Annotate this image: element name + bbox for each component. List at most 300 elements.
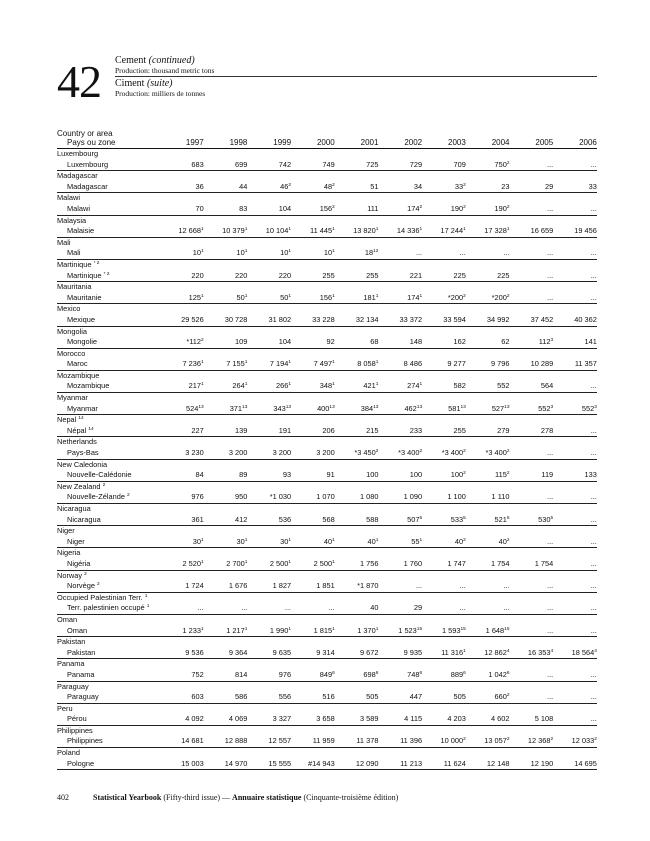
country-name-en: Malaysia bbox=[57, 215, 87, 225]
footnote-marker: 1 bbox=[244, 626, 248, 632]
country-name-en: Malawi bbox=[57, 193, 80, 203]
country-name-fr: Pays-Bas bbox=[67, 448, 99, 458]
value-cell: $181^1$ bbox=[363, 292, 379, 302]
country-name-en: Morocco bbox=[57, 348, 86, 358]
country-name-fr: Paraguay bbox=[67, 692, 99, 702]
footnote-marker: 1 bbox=[375, 537, 379, 543]
value-cell: 814 bbox=[235, 669, 248, 679]
country-name-en: Mauritania bbox=[57, 282, 92, 292]
value-cell: 100 bbox=[366, 470, 379, 480]
value-cell: ... bbox=[590, 625, 597, 635]
value-cell: 1 $648^{15}$ bbox=[485, 625, 510, 635]
value-cell: ... bbox=[547, 669, 554, 679]
value-cell: $10^1$ bbox=[236, 248, 248, 258]
country-name-en: Madagascar bbox=[57, 171, 98, 181]
country-name-fr: Mali bbox=[67, 248, 81, 258]
value-cell: 11 624 bbox=[443, 758, 466, 768]
data-table bbox=[57, 129, 597, 770]
country-name-fr: Luxembourg bbox=[67, 159, 109, 169]
value-cell: 17 $244^1$ bbox=[440, 226, 466, 236]
value-cell: 119 bbox=[541, 470, 554, 480]
year-header: 2004 bbox=[491, 138, 510, 147]
value-cell: 699 bbox=[235, 159, 248, 169]
value-cell: 255 bbox=[366, 270, 379, 280]
value-cell: 12 090 bbox=[355, 758, 379, 768]
footnote-marker: 13 bbox=[285, 404, 292, 410]
value-cell: 9 635 bbox=[272, 647, 292, 657]
value-cell: 8 $058^1$ bbox=[357, 359, 379, 369]
footnote-marker: 1 bbox=[288, 382, 292, 388]
value-cell: ... bbox=[590, 492, 597, 502]
value-cell: $533^5$ bbox=[450, 514, 466, 524]
value-cell: ... bbox=[590, 558, 597, 568]
table-header bbox=[57, 55, 597, 105]
value-cell: $660^2$ bbox=[494, 692, 510, 702]
value-cell: $100^2$ bbox=[450, 470, 466, 480]
table-row bbox=[57, 704, 597, 726]
value-cell: 7 $194^1$ bbox=[269, 359, 292, 369]
footnote-marker: 1 bbox=[244, 227, 248, 233]
footnote-marker: 2 bbox=[288, 182, 292, 188]
footnote-marker: 2 bbox=[463, 204, 466, 210]
value-cell: 44 bbox=[239, 181, 248, 191]
country-name-fr: Madagascar bbox=[67, 181, 108, 191]
value-cell: 34 bbox=[413, 181, 423, 191]
footnote-marker: 2 bbox=[97, 582, 100, 588]
value-cell: 552 bbox=[497, 381, 510, 391]
value-cell: 3 658 bbox=[316, 714, 335, 724]
table-row bbox=[57, 748, 597, 770]
footnote-marker: 1 bbox=[375, 227, 379, 233]
value-cell: $46^2$ bbox=[280, 181, 292, 191]
value-cell: 12 $862^4$ bbox=[484, 647, 510, 657]
footnote-marker: 2 bbox=[419, 204, 423, 210]
value-cell: $174^1$ bbox=[407, 292, 423, 302]
footnote-marker: 3 bbox=[550, 404, 554, 410]
value-cell: $33^2$ bbox=[454, 181, 466, 191]
country-name-en: Nigeria bbox=[57, 548, 81, 558]
value-cell: 279 bbox=[497, 425, 510, 435]
value-cell: 8 486 bbox=[403, 359, 423, 369]
value-cell: 516 bbox=[322, 692, 335, 702]
value-cell: $400^{13}$ bbox=[317, 403, 335, 413]
value-cell: ... bbox=[547, 292, 554, 302]
value-cell: 40 bbox=[370, 603, 379, 613]
value-cell: 220 bbox=[278, 270, 292, 280]
table-row bbox=[57, 327, 597, 349]
subtitle-fr: Production: milliers de tonnes bbox=[115, 89, 206, 98]
year-header: 2001 bbox=[360, 138, 379, 147]
year-header: 1998 bbox=[229, 138, 248, 147]
footnote-marker: 1 bbox=[332, 293, 335, 299]
value-cell: ... bbox=[590, 248, 597, 258]
value-cell: ... bbox=[459, 248, 466, 258]
value-cell: 148 bbox=[409, 337, 423, 347]
table-row bbox=[57, 482, 597, 504]
value-cell: 33 372 bbox=[399, 314, 423, 324]
footnote-marker: 2 bbox=[506, 693, 510, 699]
value-cell: *1 030 bbox=[269, 492, 292, 502]
value-cell: ... bbox=[547, 448, 554, 458]
value-cell: 227 bbox=[191, 425, 204, 435]
table-row bbox=[57, 526, 597, 548]
table-row bbox=[57, 371, 597, 393]
footnote-marker: 15 bbox=[416, 626, 423, 632]
value-cell: 568 bbox=[322, 514, 335, 524]
footnote-marker: 1 bbox=[244, 293, 248, 299]
value-cell: $156^2$ bbox=[319, 203, 335, 213]
value-cell: 191 bbox=[278, 425, 292, 435]
value-cell: 11 959 bbox=[312, 736, 335, 746]
value-cell: ... bbox=[590, 203, 597, 213]
value-cell: 1 754 bbox=[534, 558, 554, 568]
country-name-en: Nepal $^{14}$ bbox=[57, 415, 84, 425]
column-header-en: Country or area bbox=[57, 129, 113, 138]
table-row bbox=[57, 593, 597, 615]
value-cell: 19 456 bbox=[574, 226, 597, 236]
value-cell: ... bbox=[547, 203, 554, 213]
footnote-marker: 6 bbox=[506, 670, 510, 676]
country-name-fr: Philippines bbox=[67, 736, 103, 746]
country-name-fr: Nigéria bbox=[67, 558, 91, 568]
value-cell: 412 bbox=[235, 514, 248, 524]
country-name-en: Nicaragua bbox=[57, 504, 91, 513]
country-name-en: Martinique $^{* 2}$ bbox=[57, 259, 100, 269]
footnote-marker: 14 bbox=[88, 426, 94, 432]
footnote-marker: 1 bbox=[244, 537, 248, 543]
value-cell: 1 $370^1$ bbox=[357, 625, 379, 635]
title-fr: Ciment (suite) bbox=[115, 78, 173, 89]
value-cell: 12 148 bbox=[486, 758, 510, 768]
value-cell: 1 080 bbox=[359, 492, 379, 502]
footnote-marker: 5 bbox=[550, 515, 554, 521]
footnote-marker: 1 bbox=[332, 559, 335, 565]
value-cell: 752 bbox=[191, 669, 204, 679]
footnote-marker: 1 bbox=[201, 559, 204, 565]
country-name-fr: Malaisie bbox=[67, 226, 95, 236]
footnote-marker: 1 bbox=[244, 559, 248, 565]
footnote-marker: 2 bbox=[419, 449, 423, 455]
footnote-marker: 1 bbox=[506, 227, 510, 233]
value-cell: ... bbox=[547, 492, 554, 502]
value-cell: 9 277 bbox=[447, 359, 466, 369]
table-row bbox=[57, 393, 597, 415]
value-cell: 536 bbox=[278, 514, 292, 524]
value-cell: $115^2$ bbox=[495, 470, 510, 480]
footnote-marker: 2 bbox=[506, 449, 510, 455]
table-row bbox=[57, 637, 597, 659]
value-cell: ... bbox=[590, 714, 597, 724]
country-name-en: Myanmar bbox=[57, 393, 88, 403]
value-cell: $748^6$ bbox=[407, 669, 423, 679]
value-cell: 7 $155^1$ bbox=[226, 359, 248, 369]
footnote-marker: 1 bbox=[201, 227, 204, 233]
footnote-marker: 1 bbox=[146, 604, 150, 610]
value-cell: 13 $057^2$ bbox=[484, 736, 510, 746]
footnote-marker: 6 bbox=[419, 670, 423, 676]
country-name-en: Panama bbox=[57, 659, 85, 669]
footnote-marker: 1 bbox=[201, 626, 204, 632]
country-name-fr: Mozambique bbox=[67, 381, 110, 391]
value-cell: 16 659 bbox=[530, 226, 554, 236]
footnote-marker: 1 bbox=[419, 382, 423, 388]
value-cell: 33 228 bbox=[312, 314, 335, 324]
value-cell: 1 724 bbox=[185, 581, 204, 591]
value-cell: $112^3$ bbox=[538, 337, 554, 347]
table-row bbox=[57, 504, 597, 526]
value-cell: 9 364 bbox=[228, 647, 248, 657]
footnote-marker: 1 bbox=[288, 360, 292, 366]
country-name-en: Netherlands bbox=[57, 437, 97, 447]
value-cell: $190^2$ bbox=[450, 203, 466, 213]
value-cell: 220 bbox=[191, 270, 204, 280]
value-cell: $10^1$ bbox=[192, 248, 204, 258]
value-cell: 18 $564^4$ bbox=[571, 647, 597, 657]
value-cell: 9 935 bbox=[403, 647, 423, 657]
value-cell: 5 108 bbox=[534, 714, 554, 724]
value-cell: 749 bbox=[322, 159, 335, 169]
footnote-marker: 2 bbox=[463, 293, 466, 299]
table-row bbox=[57, 682, 597, 704]
value-cell: 11 378 bbox=[356, 736, 379, 746]
country-name-en: Philippines bbox=[57, 725, 93, 735]
country-name-fr: Nicaragua bbox=[67, 514, 101, 524]
value-cell: 7 $497^1$ bbox=[313, 359, 335, 369]
footnote-marker: 2 bbox=[463, 537, 466, 543]
value-cell: 162 bbox=[453, 337, 466, 347]
value-cell: 9 796 bbox=[491, 359, 510, 369]
country-name-fr: Terr. palestinien occupé $^1$ bbox=[67, 603, 150, 613]
value-cell: 1 110 bbox=[491, 492, 510, 502]
footnote-marker: 1 bbox=[375, 382, 379, 388]
title-divider bbox=[115, 76, 597, 77]
value-cell: ... bbox=[284, 603, 292, 613]
table-row bbox=[57, 548, 597, 570]
value-cell: 221 bbox=[409, 270, 423, 280]
value-cell: 14 $336^1$ bbox=[396, 226, 423, 236]
footnote-marker: 6 bbox=[332, 670, 335, 676]
country-name-fr: Mauritanie bbox=[67, 292, 102, 302]
value-cell: 1 090 bbox=[403, 492, 423, 502]
footnote-marker: 2 bbox=[463, 471, 466, 477]
footnote-marker: 1 bbox=[332, 249, 335, 255]
footnote-marker: 5 bbox=[463, 515, 466, 521]
footnote-marker: 1 bbox=[244, 382, 248, 388]
country-name-en: Oman bbox=[57, 614, 78, 624]
value-cell: ... bbox=[459, 603, 466, 613]
value-cell: 564 bbox=[540, 381, 554, 391]
value-cell: 139 bbox=[235, 425, 248, 435]
footnote-marker: 13 bbox=[329, 404, 335, 410]
value-cell: 3 230 bbox=[185, 448, 204, 458]
value-cell: 3 200 bbox=[228, 448, 248, 458]
country-name-en: New Zealand $^2$ bbox=[57, 481, 106, 491]
value-cell: 225 bbox=[453, 270, 466, 280]
country-name-fr: Martinique $^{* 2}$ bbox=[67, 270, 110, 280]
table-row bbox=[57, 415, 597, 437]
footnote-marker: 1 bbox=[288, 559, 292, 565]
footnote-marker: 1 bbox=[463, 227, 466, 233]
footnote-marker: 1 bbox=[244, 360, 248, 366]
country-name-fr: Pologne bbox=[67, 758, 95, 768]
footnote-marker: 1 bbox=[332, 537, 335, 543]
footnote-marker: 13 bbox=[373, 404, 379, 410]
value-cell: $40^1$ bbox=[367, 536, 379, 546]
footnote-marker: 1 bbox=[419, 227, 423, 233]
value-cell: $521^5$ bbox=[494, 514, 510, 524]
footnote-marker: 1 bbox=[201, 360, 204, 366]
value-cell: $*200^2$ bbox=[491, 292, 510, 302]
value-cell: 2 $700^1$ bbox=[226, 558, 248, 568]
value-cell: 11 $445^1$ bbox=[310, 226, 335, 236]
value-cell: ... bbox=[590, 270, 597, 280]
footnote-marker: 6 bbox=[463, 670, 466, 676]
value-cell: ... bbox=[503, 248, 510, 258]
value-cell: ... bbox=[547, 581, 554, 591]
value-cell: ... bbox=[547, 159, 554, 169]
value-cell: ... bbox=[547, 536, 554, 546]
footnote-marker: 2 bbox=[127, 493, 130, 499]
year-header: 2005 bbox=[535, 138, 554, 147]
footnote-marker: 2 bbox=[506, 160, 510, 166]
table-row bbox=[57, 659, 597, 681]
value-cell: ... bbox=[547, 270, 554, 280]
footnote-marker: 2 bbox=[375, 449, 379, 455]
country-name-en: Norway $^2$ bbox=[57, 570, 87, 580]
column-header-row bbox=[57, 138, 597, 149]
footnote-marker: 1 bbox=[332, 382, 335, 388]
value-cell: 36 bbox=[195, 181, 204, 191]
value-cell: 206 bbox=[322, 425, 335, 435]
footnote-marker: 1 bbox=[332, 227, 335, 233]
footnote-marker: 5 bbox=[419, 515, 423, 521]
value-cell: 10 $379^1$ bbox=[222, 226, 248, 236]
value-cell: 3 327 bbox=[272, 714, 292, 724]
value-cell: ... bbox=[590, 292, 597, 302]
footnote-marker: 1 bbox=[288, 626, 292, 632]
country-name-fr: Niger bbox=[67, 536, 85, 546]
value-cell: $40^1$ bbox=[323, 536, 335, 546]
value-cell: 133 bbox=[584, 470, 597, 480]
footnote-marker: 1 bbox=[332, 626, 335, 632]
table-number: 42 bbox=[57, 56, 101, 107]
value-cell: 709 bbox=[453, 159, 466, 169]
value-cell: $30^1$ bbox=[280, 536, 292, 546]
value-cell: 11 213 bbox=[400, 758, 423, 768]
footnote-marker: 1 bbox=[201, 249, 204, 255]
table-row bbox=[57, 349, 597, 371]
value-cell: 1 $593^{15}$ bbox=[441, 625, 466, 635]
footnote-marker: 15 bbox=[460, 626, 466, 632]
value-cell: 14 681 bbox=[181, 736, 204, 746]
value-cell: 15 555 bbox=[268, 758, 292, 768]
country-name-fr: Maroc bbox=[67, 359, 88, 369]
footnote-marker: 2 bbox=[506, 737, 510, 743]
footnote-marker: 1 bbox=[201, 537, 204, 543]
value-cell: ... bbox=[328, 603, 335, 613]
value-cell: ... bbox=[590, 448, 597, 458]
value-cell: 4 602 bbox=[491, 714, 510, 724]
footer-issue-en: (Fifty-third issue) — bbox=[161, 793, 233, 802]
value-cell: 104 bbox=[278, 203, 292, 213]
value-cell: 62 bbox=[501, 337, 510, 347]
table-row bbox=[57, 615, 597, 637]
page-number: 402 bbox=[57, 793, 69, 802]
country-name-fr: Népal $^{14}$ bbox=[67, 425, 94, 435]
value-cell: 31 802 bbox=[268, 314, 292, 324]
footnote-marker: * 2 bbox=[103, 271, 110, 277]
table-row bbox=[57, 193, 597, 215]
country-name-fr: Panama bbox=[67, 669, 95, 679]
footnote-marker: 1 bbox=[419, 293, 423, 299]
value-cell: $40^2$ bbox=[498, 536, 510, 546]
footnote-marker: 1 bbox=[375, 293, 379, 299]
value-cell: 2 $500^1$ bbox=[269, 558, 292, 568]
value-cell: 505 bbox=[366, 692, 379, 702]
footnote-marker: 1 bbox=[201, 382, 204, 388]
footnote-marker: 13 bbox=[504, 404, 510, 410]
year-header: 1999 bbox=[273, 138, 292, 147]
year-header: 2000 bbox=[316, 138, 335, 147]
footnote-marker: 12 bbox=[373, 249, 379, 255]
value-cell: $264^1$ bbox=[232, 381, 248, 391]
footnote-marker: 1 bbox=[288, 227, 292, 233]
value-cell: ... bbox=[547, 692, 554, 702]
value-cell: ... bbox=[241, 603, 248, 613]
footnote-marker: 13 bbox=[198, 404, 204, 410]
value-cell: 92 bbox=[326, 337, 335, 347]
value-cell: 12 $368^2$ bbox=[527, 736, 554, 746]
value-cell: 11 396 bbox=[400, 736, 423, 746]
value-cell: 3 200 bbox=[272, 448, 292, 458]
value-cell: $348^1$ bbox=[319, 381, 335, 391]
footnote-marker: 2 bbox=[84, 571, 87, 577]
value-cell: $849^6$ bbox=[319, 669, 335, 679]
footnote-marker: 5 bbox=[506, 515, 510, 521]
value-cell: 1 754 bbox=[491, 558, 510, 568]
footnote-marker: 1 bbox=[332, 360, 335, 366]
value-cell: ... bbox=[590, 603, 597, 613]
value-cell: ... bbox=[590, 669, 597, 679]
value-cell: 12 190 bbox=[530, 758, 554, 768]
value-cell: 104 bbox=[278, 337, 292, 347]
country-name-en: Occupied Palestinian Terr. $^1$ bbox=[57, 592, 148, 602]
value-cell: $266^1$ bbox=[276, 381, 292, 391]
footnote-marker: 2 bbox=[594, 737, 597, 743]
footnote-marker: 13 bbox=[242, 404, 248, 410]
value-cell: 12 888 bbox=[224, 736, 248, 746]
value-cell: $*200^2$ bbox=[447, 292, 466, 302]
value-cell: $125^1$ bbox=[188, 292, 204, 302]
value-cell: 278 bbox=[540, 425, 554, 435]
footnote-marker: 2 bbox=[201, 338, 204, 344]
value-cell: ... bbox=[590, 514, 597, 524]
value-cell: ... bbox=[590, 692, 597, 702]
value-cell: $48^2$ bbox=[323, 181, 335, 191]
country-name-en: Poland bbox=[57, 748, 81, 758]
table-row bbox=[57, 149, 597, 171]
country-name-fr: Nouvelle-Zélande $^2$ bbox=[67, 492, 130, 502]
value-cell: ... bbox=[547, 248, 554, 258]
value-cell: 84 bbox=[195, 470, 204, 480]
footnote-marker: 1 bbox=[419, 537, 423, 543]
value-cell: ... bbox=[503, 603, 510, 613]
value-cell: 9 672 bbox=[359, 647, 379, 657]
country-name-en: Mozambique bbox=[57, 370, 100, 380]
value-cell: 1 756 bbox=[359, 558, 379, 568]
value-cell: 225 bbox=[497, 270, 510, 280]
value-cell: 29 bbox=[413, 603, 423, 613]
